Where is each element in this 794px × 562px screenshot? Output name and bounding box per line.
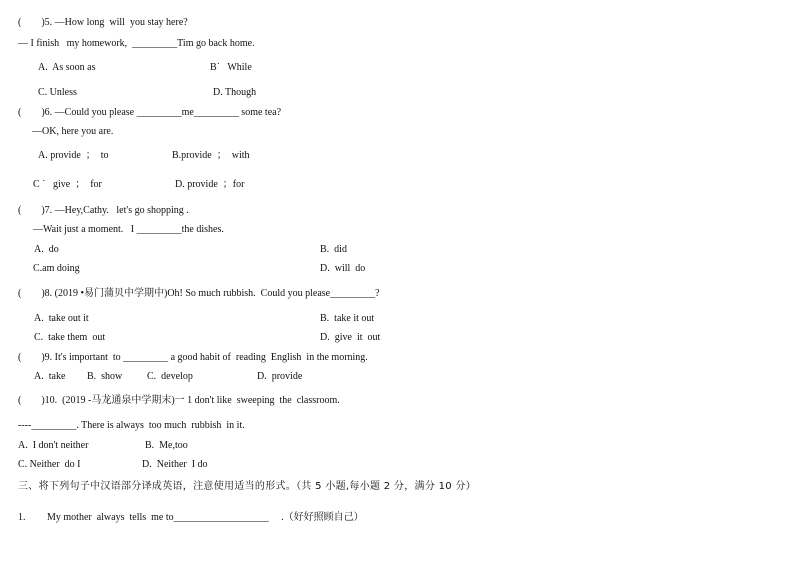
q10-line2: ----_________. There is always too much rubbish in it. (18, 420, 245, 431)
q9-option-d: D. provide (257, 371, 303, 382)
q8-option-c: C. take them out (34, 332, 106, 343)
q5-line2: — I finish my homework, _________Tim go back home. (18, 38, 255, 49)
q8-option-a: A. take out it (34, 313, 89, 324)
q8-stem: ( )8. (2019 •易门蒲贝中学期中)Oh! So much rubbish. Could you please_________? (18, 288, 380, 299)
q9-option-c: C. develop (147, 371, 193, 382)
q10-option-d: D. Neither I do (142, 459, 208, 470)
item-1-text: My mother always tells me to___________________ .（好好照顾自己） (47, 512, 364, 523)
q9-option-a: A. take (34, 371, 66, 382)
q6-option-a: A. provide ； to (38, 150, 109, 161)
q9-stem: ( )9. It's important to _________ a good habit of reading English in the morning. (18, 352, 368, 363)
q6-option-b: B.provide ； with (172, 150, 250, 161)
q5-option-c: C. Unless (38, 87, 77, 98)
q6-option-d: D. provide ；for (175, 179, 245, 190)
q5-option-a: A. As soon as (38, 62, 96, 73)
q7-stem: ( )7. —Hey,Cathy. let's go shopping . (18, 205, 189, 216)
q7-option-c: C.am doing (33, 263, 80, 274)
section-3-title: 三、将下列句子中汉语部分译成英语，注意使用适当的形式。（共 5 小题,每小题 2 分，满分 10 分） (18, 481, 476, 492)
q7-option-d: D. will do (320, 263, 366, 274)
q10-stem: ( )10. (2019 -马龙通泉中学期末)一 1 don't like sweeping the classroom. (18, 395, 340, 406)
q8-option-d: D. give it out (320, 332, 381, 343)
q6-option-c: C ˙ give ； for (33, 179, 102, 190)
q5-stem: ( )5. —How long will you stay here? (18, 17, 188, 28)
q5-option-b: B˙ While (210, 62, 252, 73)
q9-option-b: B. show (87, 371, 123, 382)
item-1-number: 1. (18, 512, 26, 523)
q7-option-b: B. did (320, 244, 347, 255)
q10-option-a: A. I don't neither (18, 440, 89, 451)
q6-stem: ( )6. —Could you please _________me_________ some tea? (18, 107, 282, 118)
q10-option-b: B. Me,too (145, 440, 188, 451)
q6-line2: —OK, here you are. (32, 126, 114, 137)
q10-option-c: C. Neither do I (18, 459, 81, 470)
q5-option-d: D. Though (213, 87, 257, 98)
q8-option-b: B. take it out (320, 313, 375, 324)
q7-option-a: A. do (34, 244, 59, 255)
q7-line2: —Wait just a moment. I _________the dishes. (33, 224, 224, 235)
